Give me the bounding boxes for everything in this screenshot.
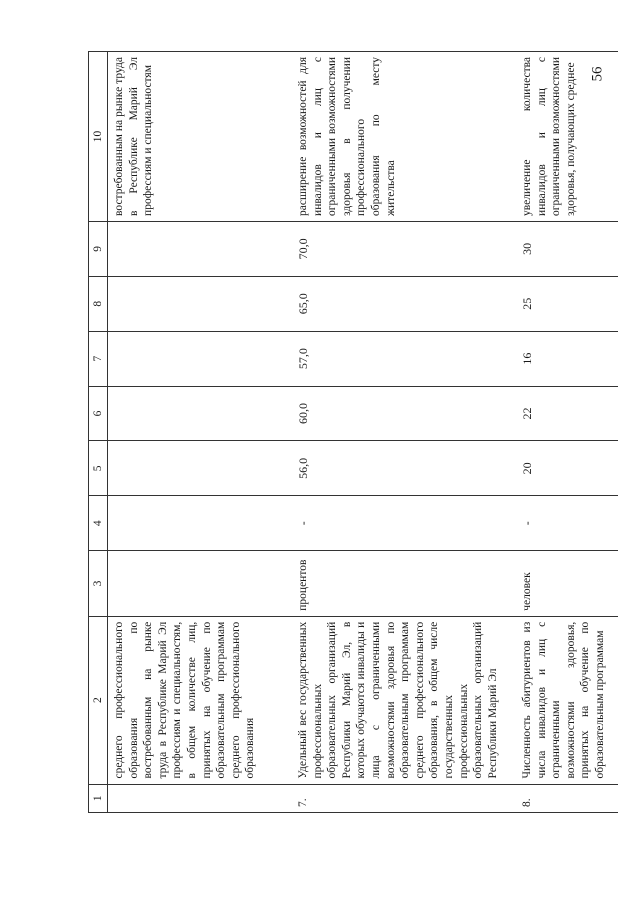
row-number: 7. — [292, 784, 516, 812]
value-cell-5: 56,0 — [292, 441, 516, 496]
value-cell-4: - — [292, 496, 516, 551]
unit-cell: человек — [516, 551, 618, 617]
column-header-1: 1 — [89, 784, 108, 812]
table-row — [292, 52, 516, 813]
table-row — [108, 52, 293, 813]
unit-cell: процентов — [292, 551, 516, 617]
value-cell-8: 65,0 — [292, 276, 516, 331]
value-cell-9 — [108, 221, 293, 276]
value-cell-4: - — [516, 496, 618, 551]
value-cell-7: 16 — [516, 331, 618, 386]
value-cell-4 — [108, 496, 293, 551]
value-cell-9: 30 — [516, 221, 618, 276]
value-cell-7 — [108, 331, 293, 386]
value-cell-6: 60,0 — [292, 386, 516, 441]
column-header-7: 7 — [89, 331, 108, 386]
value-cell-8: 25 — [516, 276, 618, 331]
column-header-4: 4 — [89, 496, 108, 551]
column-header-8: 8 — [89, 276, 108, 331]
indicator-name: Удельный вес государственных профессиональных образовательных организаций Республики Марий Эл, в которых обучаются инвалиды и лица с ограниченными возможностями здоровья по образовательным программам среднего профессионального образования, в общем числе государственных профессиональных образовательных организаций Республики Марий Эл — [292, 616, 516, 784]
value-cell-6 — [108, 386, 293, 441]
row-number: 8. — [516, 784, 618, 812]
indicator-name: среднего профессионального образования по востребованным на рынке труда в Республике Марий Эл профессиям и специальностям, в общем количестве лиц, принятых на обучение по образовательным программам среднего профессионального образования — [108, 616, 293, 784]
indicator-name: Численность абитуриентов из числа инвалидов и лиц с ограниченными возможностями здоровья, принятых на обучение по образовательным программам — [516, 616, 618, 784]
column-header-10: 10 — [89, 52, 108, 222]
value-cell-8 — [108, 276, 293, 331]
page-number: 56 — [589, 66, 606, 82]
value-cell-7: 57,0 — [292, 331, 516, 386]
column-header-3: 3 — [89, 551, 108, 617]
expected-result: увеличение количества инвалидов и лиц с ограниченными возможностями здоровья, получающих среднее — [516, 52, 618, 222]
value-cell-6: 22 — [516, 386, 618, 441]
column-header-2: 2 — [89, 616, 108, 784]
indicators-table — [88, 51, 618, 813]
table-row — [516, 52, 618, 813]
column-header-9: 9 — [89, 221, 108, 276]
column-header-6: 6 — [89, 386, 108, 441]
expected-result: расширение возможностей для инвалидов и лиц с ограниченными возможностями здоровья в получении профессионального образования по месту жительства — [292, 52, 516, 222]
value-cell-9: 70,0 — [292, 221, 516, 276]
table-header-row — [89, 52, 108, 813]
column-header-5: 5 — [89, 441, 108, 496]
value-cell-5: 20 — [516, 441, 618, 496]
value-cell-5 — [108, 441, 293, 496]
unit-cell — [108, 551, 293, 617]
expected-result: востребованным на рынке труда в Республике Марий Эл профессиям и специальностям — [108, 52, 293, 222]
row-number — [108, 784, 293, 812]
